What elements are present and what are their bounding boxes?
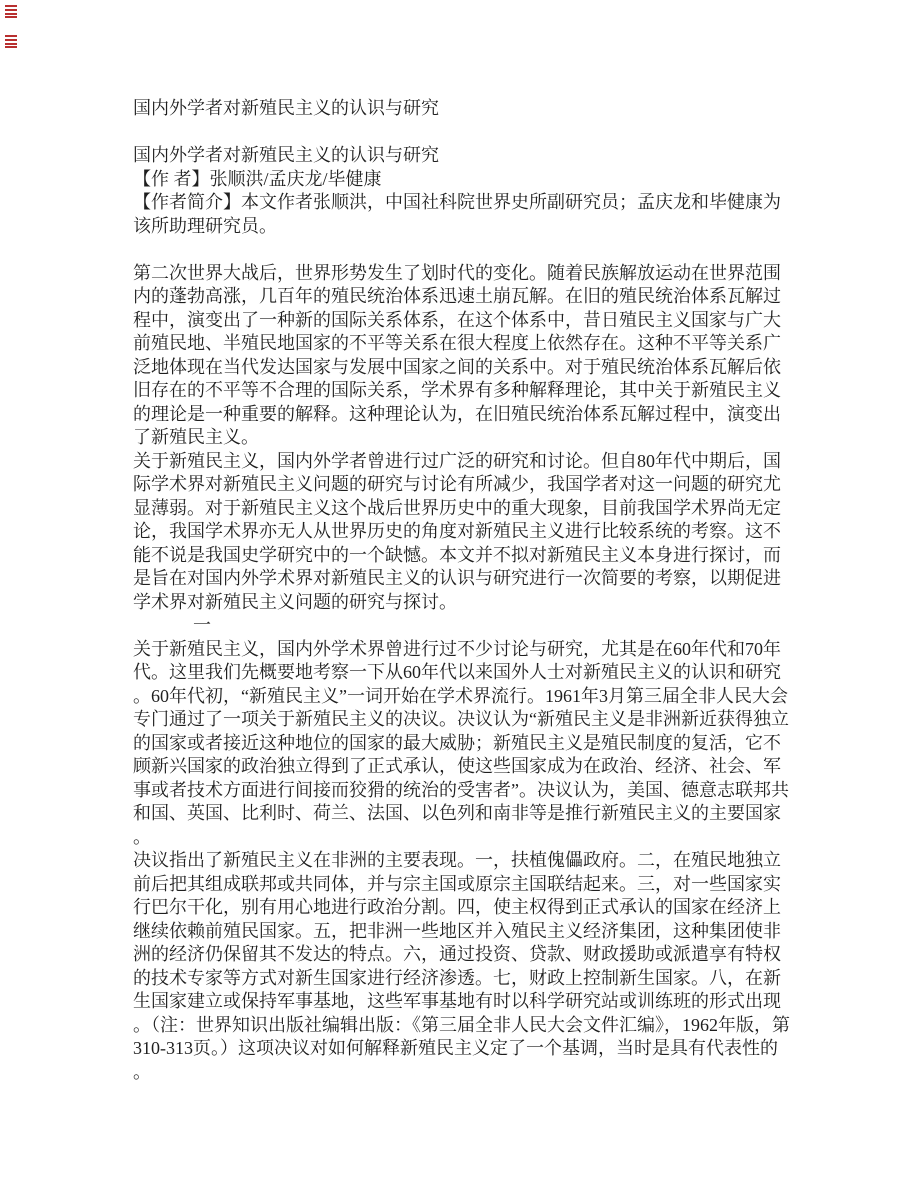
document-body — [133, 97, 793, 1084]
doc-title: 国内外学者对新殖民主义的认识与研究 — [133, 98, 439, 118]
red-mark-icon — [5, 5, 17, 18]
blank-line — [133, 238, 793, 262]
author-bio-line: 【作者简介】本文作者张顺洪，中国社科院世界史所副研究员；孟庆龙和毕健康为该所助理研究员。 — [133, 192, 781, 236]
paragraph-resolution-1961: 关于新殖民主义，国内外学术界曾进行过不少讨论与研究，尤其是在60年代和70年代。这里我们先概要地考察一下从60年代以来国外人士对新殖民主义的认识和研究。60年代初，“新殖民主义”一词开始在学术界流行。1961年3月第三届全非人民大会专门通过了一项关于新殖民主义的决议。决议认为“新殖民主义是非洲新近获得独立的国家或者接近这种地位的国家的最大威胁；新殖民主义是殖民制度的复活，它不顾新兴国家的政治独立得到了正式承认，使这些国家成为在政治、经济、社会、军事或者技术方面进行间接而狡猾的统治的受害者”。决议认为，美国、德意志联邦共和国、英国、比利时、荷兰、法国、以色列和南非等是推行新殖民主义的主要国家。 — [133, 638, 789, 847]
section-marker-one: 一 — [193, 615, 211, 635]
doc-title-repeat: 国内外学者对新殖民主义的认识与研究 — [133, 145, 439, 165]
red-mark-icon — [5, 35, 17, 48]
author-line: 【作 者】张顺洪/孟庆龙/毕健康 — [133, 168, 382, 189]
blank-line — [133, 121, 793, 145]
paragraph-research-status: 关于新殖民主义，国内外学者曾进行过广泛的研究和讨论。但自80年代中期后，国际学术界对新殖民主义问题的研究与讨论有所减少，我国学者对这一问题的研究尤显薄弱。对于新殖民主义这个战后世界历史中的重大现象，目前我国学术界尚无定论，我国学术界亦无人从世界历史的角度对新殖民主义进行比较系统的考察。这不能不说是我国史学研究中的一个缺憾。本文并不拟对新殖民主义本身进行探讨，而是旨在对国内外学术界对新殖民主义的认识与研究进行一次简要的考察，以期促进学术界对新殖民主义问题的研究与探讨。 — [133, 450, 781, 612]
paragraph-intro: 第二次世界大战后，世界形势发生了划时代的变化。随着民族解放运动在世界范围内的蓬勃高涨，几百年的殖民统治体系迅速土崩瓦解。在旧的殖民统治体系瓦解过程中，演变出了一种新的国际关系体系，在这个体系中，昔日殖民主义国家与广大前殖民地、半殖民地国家的不平等关系在很大程度上依然存在。这种不平等关系广泛地体现在当代发达国家与发展中国家之间的关系中。对于殖民统治体系瓦解后依旧存在的不平等不合理的国际关系，学术界有多种解释理论，其中关于新殖民主义的理论是一种重要的解释。这种理论认为，在旧殖民统治体系瓦解过程中，演变出了新殖民主义。 — [133, 262, 781, 447]
paragraph-manifestations: 决议指出了新殖民主义在非洲的主要表现。一，扶植傀儡政府。二，在殖民地独立前后把其组成联邦或共同体，并与宗主国或原宗主国联结起来。三，对一些国家实行巴尔干化，别有用心地进行政治分割。四，使主权得到正式承认的国家在经济上继续依赖前殖民国家。五，把非洲一些地区并入殖民主义经济集团，这种集团使非洲的经济仍保留其不发达的特点。六，通过投资、贷款、财政援助或派遣享有特权的技术专家等方式对新生国家进行经济渗透。七，财政上控制新生国家。八，在新生国家建立或保持军事基地，这些军事基地有时以科学研究站或训练班的形式出现。（注：世界知识出版社编辑出版：《第三届全非人民大会文件汇编》，1962年版，第310-313页。）这项决议对如何解释新殖民主义定了一个基调，当时是具有代表性的。 — [133, 850, 790, 1082]
